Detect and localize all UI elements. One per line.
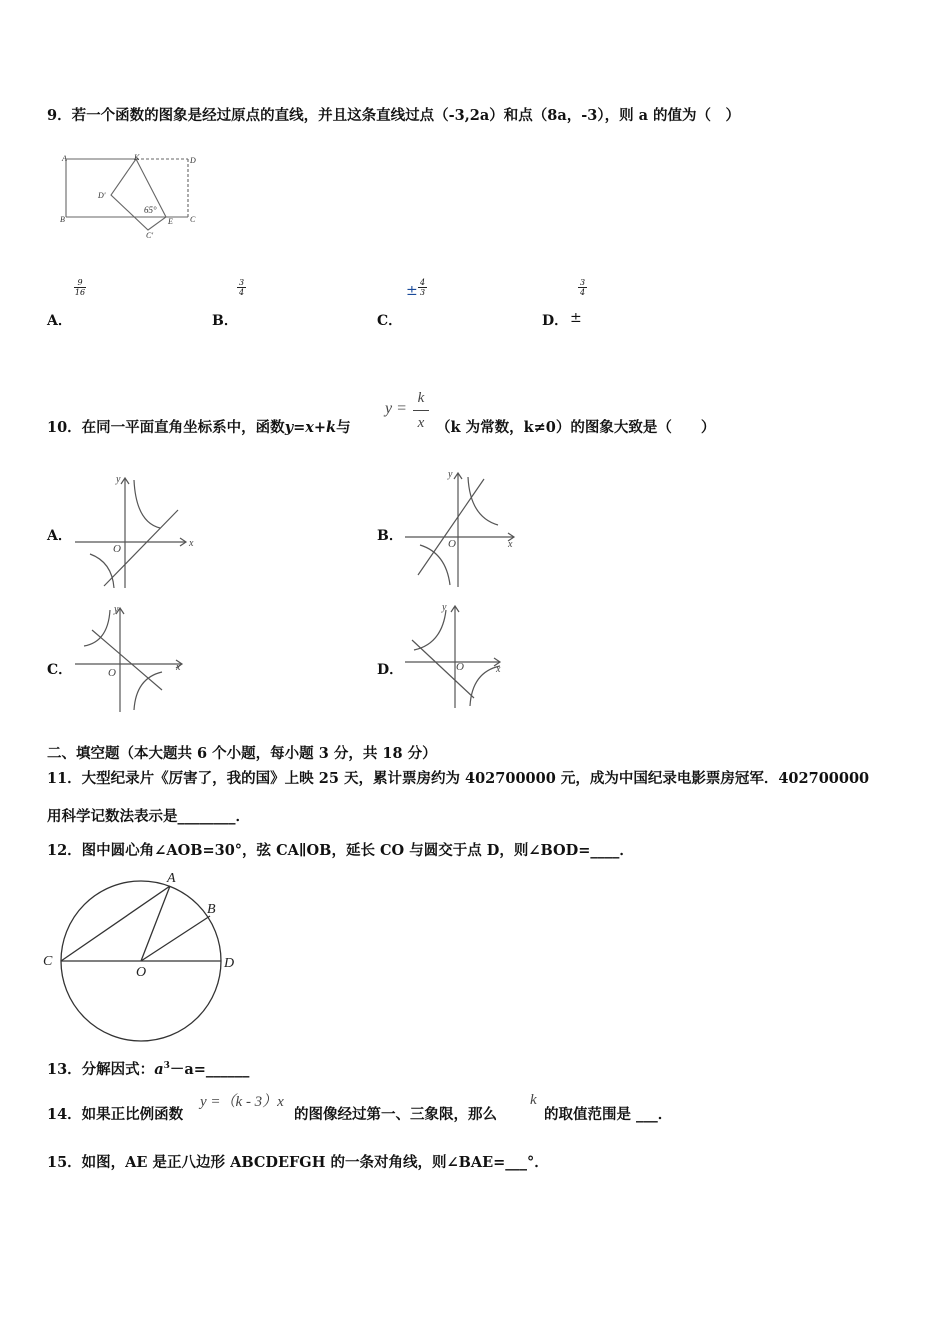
- q9-rectangle-figure: [56, 150, 206, 242]
- q10-fn1: y=x+k: [284, 419, 337, 436]
- q13-rest: －a=______: [169, 1061, 250, 1078]
- q9-label-b: B: [60, 215, 65, 224]
- q10-fn2-num: k: [417, 390, 425, 406]
- q10-graph-b: [400, 465, 525, 590]
- q10-mid: 与: [336, 419, 351, 436]
- denominator: 16: [74, 288, 86, 297]
- q9-option-c-fraction: [418, 278, 427, 297]
- origin-label: O: [113, 543, 121, 555]
- question-9: 9．若一个函数的图象是经过原点的直线，并且这条直线过点（-3,2a）和点（8a，-3），则 a 的值为（ ）: [47, 107, 741, 124]
- numerator: 3: [238, 278, 245, 287]
- axis-y-label: y: [448, 469, 453, 480]
- q9-label-c-prime: C': [146, 231, 154, 240]
- numerator: 9: [77, 278, 83, 287]
- axis-y-label: y: [114, 604, 119, 615]
- q10-graph-a: [70, 470, 195, 590]
- q12-label-o: O: [136, 965, 147, 980]
- q9-option-c[interactable]: C．: [377, 313, 403, 329]
- question-15: 15．如图，AE 是正八边形 ABCDEFGH 的一条对角线，则∠BAE=___°．: [47, 1154, 549, 1171]
- axis-x-label: x: [496, 664, 501, 675]
- q12-label-d: D: [224, 956, 235, 971]
- q9-option-b-fraction: [237, 278, 246, 297]
- denominator: 4: [579, 288, 586, 297]
- q9-option-d-plusminus: ±: [570, 310, 582, 326]
- q10-post: （k 为常数，k≠0）的图象大致是（ ）: [436, 419, 716, 436]
- q10-option-a[interactable]: A．: [47, 528, 72, 544]
- origin-label: O: [108, 667, 116, 679]
- axis-x-label: x: [176, 662, 181, 673]
- q10-fn2-den: x: [417, 415, 425, 431]
- question-11-line2: 用科学记数法表示是________．: [47, 808, 250, 825]
- q12-label-b: B: [207, 902, 216, 917]
- q9-label-d-prime: D': [98, 191, 106, 200]
- q9-label-d: D: [190, 156, 196, 165]
- question-14-post: 的取值范围是 ___．: [544, 1106, 673, 1123]
- denominator: 4: [238, 288, 245, 297]
- q9-option-a-fraction: [74, 278, 86, 297]
- axis-x-label: x: [189, 538, 194, 549]
- q10-pre: 10．在同一平面直角坐标系中，函数: [47, 419, 285, 436]
- q9-label-a: A: [62, 154, 67, 163]
- numerator: 3: [579, 278, 586, 287]
- origin-label: O: [456, 661, 464, 673]
- q9-label-k: K: [134, 153, 140, 162]
- axis-y-label: y: [442, 602, 447, 613]
- q12-label-c: C: [43, 954, 53, 969]
- question-14-mid: 的图像经过第一、三象限，那么: [294, 1106, 497, 1123]
- question-14-pre: 14．如果正比例函数: [47, 1106, 184, 1123]
- numerator: 4: [419, 278, 426, 287]
- q10-option-d[interactable]: D．: [377, 662, 404, 678]
- denominator: 3: [419, 288, 426, 297]
- q13-pre: 13．分解因式：: [47, 1061, 155, 1078]
- q13-var-a: a: [154, 1061, 164, 1078]
- q14-k: k: [530, 1092, 537, 1108]
- q12-circle-figure: [40, 866, 245, 1046]
- q9-option-d[interactable]: D．: [542, 313, 569, 329]
- q14-formula: y =（k - 3）x: [200, 1094, 284, 1110]
- question-11-line1: 11．大型纪录片《厉害了，我的国》上映 25 天，累计票房约为 402700000 元，成为中国纪录电影票房冠军．402700000: [47, 770, 870, 787]
- q10-graph-d: [400, 600, 525, 712]
- q10-option-b[interactable]: B．: [377, 528, 403, 544]
- q9-option-c-plusminus: ±: [406, 283, 418, 299]
- question-10: [47, 416, 351, 437]
- q9-label-c: C: [190, 215, 196, 224]
- q13-exponent: 3: [163, 1061, 170, 1072]
- axis-x-label: x: [508, 539, 513, 550]
- q9-option-b[interactable]: B．: [212, 313, 238, 329]
- q10-fn2-lhs: y =: [385, 400, 407, 417]
- q9-label-angle: 65°: [144, 205, 157, 215]
- q9-option-d-fraction: [578, 278, 587, 297]
- q12-label-a: A: [167, 871, 176, 886]
- origin-label: O: [448, 538, 456, 550]
- question-12: 12．图中圆心角∠AOB=30°，弦 CA∥OB，延长 CO 与圆交于点 D，则∠BOD=____．: [47, 842, 634, 859]
- q9-label-e: E: [168, 217, 173, 226]
- q10-option-c[interactable]: C．: [47, 662, 73, 678]
- q9-option-a[interactable]: A．: [47, 313, 72, 329]
- section-2-heading: 二、填空题（本大题共 6 个小题，每小题 3 分，共 18 分）: [47, 745, 437, 762]
- question-13: [47, 1058, 249, 1079]
- q10-graph-c: [70, 602, 195, 714]
- q10-fn2-bar: [413, 410, 429, 411]
- axis-y-label: y: [116, 474, 121, 485]
